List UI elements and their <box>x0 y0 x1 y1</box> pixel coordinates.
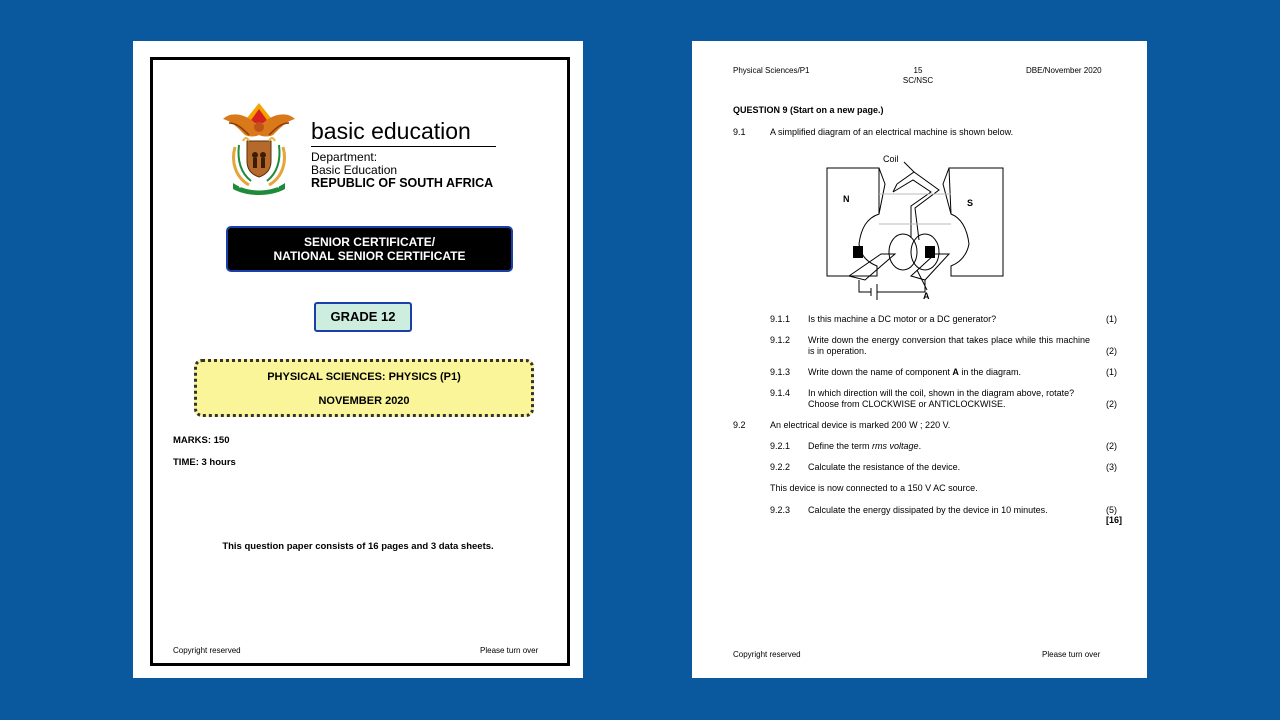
item-text: An electrical device is marked 200 W ; 220 V. <box>770 420 951 430</box>
department-branding <box>311 117 496 190</box>
item-text-italic: rms voltage <box>872 441 919 451</box>
exam-date: NOVEMBER 2020 <box>318 395 410 407</box>
item-text-part: Define the term <box>808 441 873 451</box>
item-marks: (1) <box>1106 367 1117 377</box>
item-text <box>808 441 921 452</box>
item-number: 9.1.4 <box>770 388 791 398</box>
item-marks: (1) <box>1106 314 1117 324</box>
marks-label: MARKS: 150 <box>173 435 230 446</box>
question-page <box>692 41 1147 678</box>
item-number: 9.2.3 <box>770 505 791 515</box>
question-total: [16] <box>1106 515 1123 525</box>
label-coil: Coil <box>883 154 899 164</box>
item-number: 9.2.1 <box>770 441 791 451</box>
subject-box <box>194 359 534 417</box>
pages-note: This question paper consists of 16 pages and 3 data sheets. <box>222 541 494 552</box>
item-number: 9.1 <box>733 127 746 137</box>
brand-department: Department: <box>311 150 378 164</box>
item-text: Calculate the energy dissipated by the device in 10 minutes. <box>808 505 1048 515</box>
grade-badge: GRADE 12 <box>314 302 412 332</box>
item-number: 9.2.2 <box>770 462 791 472</box>
item-number: 9.2 <box>733 420 746 430</box>
item-text: Write down the energy conversion that takes place while this machine is in operation. <box>808 335 1090 356</box>
page-footer-copyright: Copyright reserved <box>733 650 801 659</box>
header-page-number: 15 <box>913 66 923 75</box>
item-marks: (3) <box>1106 462 1117 472</box>
cover-footer-turn-over: Please turn over <box>480 646 539 655</box>
item-number: 9.1.3 <box>770 367 791 377</box>
item-text: A simplified diagram of an electrical machine is shown below. <box>770 127 1014 137</box>
electrical-machine-diagram <box>819 154 1005 304</box>
label-south-pole: S <box>967 198 974 208</box>
cover-footer-copyright: Copyright reserved <box>173 646 241 655</box>
page-footer-turn-over: Please turn over <box>1042 650 1101 659</box>
item-number: 9.1.2 <box>770 335 791 345</box>
item-text-part: in the diagram. <box>958 367 1021 377</box>
certificate-banner <box>226 226 513 272</box>
item-text-part: Write down the name of component <box>808 367 953 377</box>
header-subject: Physical Sciences/P1 <box>733 66 810 75</box>
item-marks: (5) <box>1106 505 1117 515</box>
item-marks: (2) <box>1106 399 1117 409</box>
brand-basic-education: Basic Education <box>311 163 398 177</box>
item-number: 9.1.1 <box>770 314 791 324</box>
question-title: QUESTION 9 (Start on a new page.) <box>733 105 884 115</box>
brand-title: basic education <box>311 117 496 147</box>
certificate-line-2: NATIONAL SENIOR CERTIFICATE <box>273 249 466 263</box>
item-text <box>808 367 1021 378</box>
label-north-pole: N <box>843 194 850 204</box>
item-marks: (2) <box>1106 346 1117 356</box>
header-date: DBE/November 2020 <box>1026 66 1102 75</box>
item-text-part: . <box>918 441 922 451</box>
brand-country: REPUBLIC OF SOUTH AFRICA <box>311 176 494 190</box>
item-text: Calculate the resistance of the device. <box>808 462 961 472</box>
certificate-line-1: SENIOR CERTIFICATE/ <box>303 235 436 249</box>
item-text: This device is now connected to a 150 V AC source. <box>770 483 978 493</box>
time-label: TIME: 3 hours <box>173 457 236 468</box>
item-text-bold: A <box>952 367 959 377</box>
coat-of-arms-logo <box>221 101 297 197</box>
header-exam-code: SC/NSC <box>902 76 934 85</box>
label-component-a: A <box>923 291 930 301</box>
item-text: In which direction will the coil, shown in the diagram above, rotate? Choose from CLOCKWISE or ANTICLOCKWISE. <box>808 388 1075 409</box>
item-marks: (2) <box>1106 441 1117 451</box>
item-text: Is this machine a DC motor or a DC generator? <box>808 314 997 324</box>
cover-page <box>133 41 583 678</box>
subject-title: PHYSICAL SCIENCES: PHYSICS (P1) <box>267 371 461 383</box>
